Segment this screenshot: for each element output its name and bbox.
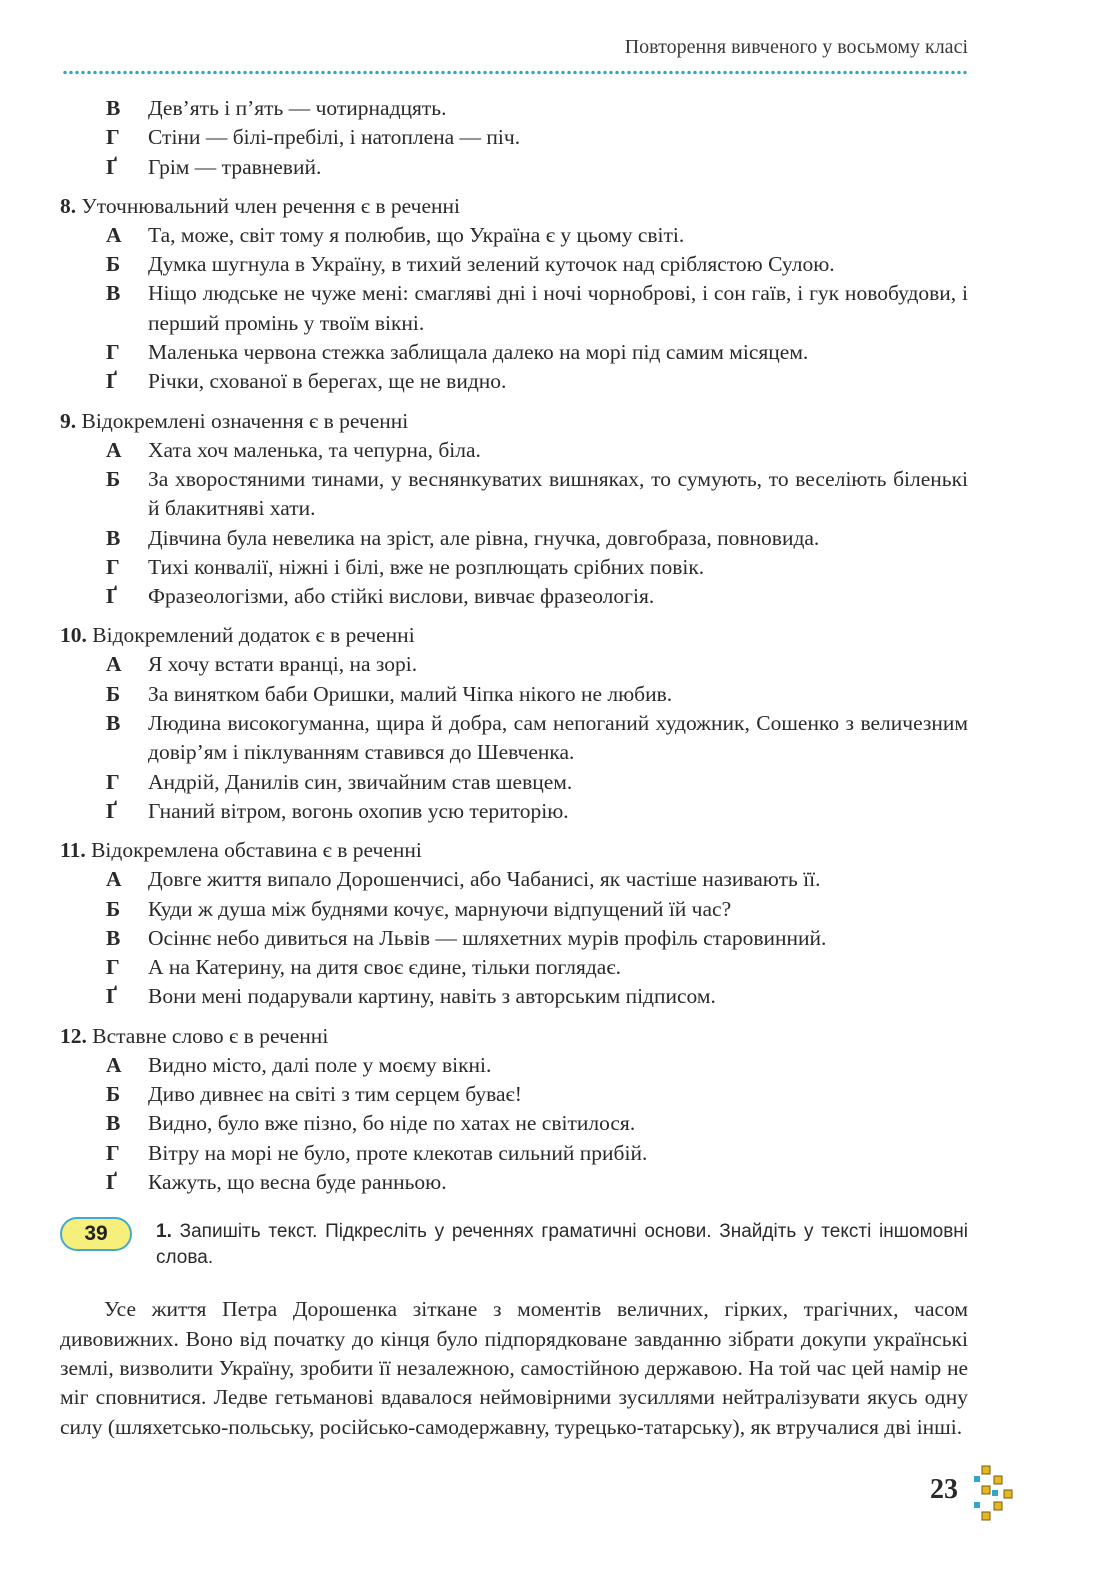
- option-letter: Ґ: [106, 584, 118, 609]
- answer-option: [60, 279, 968, 338]
- exercise-passage: Усе життя Петра Дорошенка зіткане з моментів величних, гірких, трагічних, часом дивовижних. Воно від початку до кінця було підпорядковане завданню зібрати докупи українські землі, визволити Україну, зробити її незалежною, самостійною державою. На той час цей намір не міг сповнитися. Ледве гетьманові вдавалося неймовірними зусиллями нейтралізувати якусь одну силу (шляхетсько-польську, російсько-самодержавну, турецько-татарську), як втручалися дві інші.: [60, 1297, 968, 1439]
- option-letter: Г: [106, 340, 120, 365]
- task-number: 1.: [156, 1221, 172, 1243]
- answer-option: [60, 153, 968, 182]
- answer-option: [60, 465, 968, 524]
- option-letter: Г: [106, 554, 120, 579]
- question-10: [60, 621, 968, 826]
- dotted-divider: [62, 70, 968, 75]
- question-number: 8.: [60, 193, 77, 218]
- option-letter: В: [106, 711, 121, 736]
- answer-option: [60, 123, 968, 152]
- option-text: А на Катерину, на дитя своє єдине, тільки поглядає.: [148, 955, 621, 980]
- option-letter: Б: [106, 466, 121, 491]
- answer-option: [60, 953, 968, 982]
- question-text: Відокремлений додаток є в реченні: [92, 623, 415, 648]
- answer-option: [60, 797, 968, 826]
- answer-option: [60, 1139, 968, 1168]
- option-text: Я хочу встати вранці, на зорі.: [148, 652, 418, 677]
- question-heading: [60, 192, 968, 221]
- answer-option: [60, 650, 968, 679]
- exercise-39: [60, 1215, 968, 1271]
- option-text: Диво дивнеє на світі з тим серцем буває!: [148, 1082, 522, 1107]
- answer-option: [60, 982, 968, 1011]
- answer-option: [60, 338, 968, 367]
- task-text: Запишіть текст. Підкресліть у реченнях граматичні основи. Знайдіть у тексті іншомовні слова.: [156, 1221, 969, 1269]
- option-letter: Г: [106, 125, 120, 150]
- answer-option: [60, 94, 968, 123]
- option-letter: В: [106, 925, 121, 950]
- option-text: Тихі конвалії, ніжні і білі, вже не розплющать срібних повік.: [148, 554, 705, 579]
- option-text: Куди ж душа між буднями кочує, марнуючи відпущений їй час?: [148, 896, 732, 921]
- answer-option: [60, 436, 968, 465]
- answer-option: [60, 1168, 968, 1197]
- option-text: Кажуть, що весна буде ранньою.: [148, 1169, 447, 1194]
- option-text: За хворостяними тинами, у веснянкуватих вишняках, то сумують, то веселіють біленькі й блакитняві хати.: [148, 466, 968, 521]
- running-header: Повторення вивченого у восьмому класі: [624, 36, 968, 58]
- answer-option: [60, 709, 968, 768]
- answer-option: [60, 221, 968, 250]
- answer-option: [60, 250, 968, 279]
- continued-options: [60, 94, 968, 182]
- option-text: Ніщо людське не чуже мені: смагляві дні і ночі чорноброві, і сон гаїв, і гук новобудови, і перший промінь у твоїм вікні.: [148, 281, 968, 335]
- option-text: Осіннє небо дивиться на Львів — шляхетних мурів профіль старовинний.: [148, 925, 827, 950]
- answer-option: [60, 895, 968, 924]
- question-11: [60, 836, 968, 1011]
- page-number: 23: [930, 1474, 958, 1505]
- answer-option: [60, 1109, 968, 1138]
- option-letter: Б: [106, 1082, 121, 1107]
- question-heading: [60, 1022, 968, 1051]
- option-text: Фразеологізми, або стійкі вислови, вивчає фразеологія.: [148, 584, 655, 609]
- option-letter: Ґ: [106, 369, 118, 394]
- question-number: 12.: [60, 1023, 87, 1048]
- option-letter: Б: [106, 896, 121, 921]
- option-text: Видно, було вже пізно, бо ніде по хатах не світилося.: [148, 1111, 636, 1136]
- question-heading: [60, 621, 968, 650]
- answer-option: [60, 1051, 968, 1080]
- option-text: Видно місто, далі поле у моєму вікні.: [148, 1052, 492, 1077]
- answer-option: [60, 1080, 968, 1109]
- option-letter: В: [106, 96, 121, 120]
- question-number: 11.: [60, 838, 86, 863]
- question-heading: [60, 836, 968, 865]
- question-text: Вставне слово є в реченні: [92, 1023, 329, 1048]
- question-text: Відокремлені означення є в реченні: [81, 408, 409, 433]
- question-text: Уточнювальний член речення є в реченні: [81, 193, 461, 218]
- option-text: Вітру на морі не було, проте клекотав сильний прибій.: [148, 1140, 648, 1165]
- option-letter: Б: [106, 681, 121, 706]
- answer-option: [60, 553, 968, 582]
- answer-option: [60, 924, 968, 953]
- answer-option: [60, 865, 968, 894]
- exercise-number-badge: 39: [60, 1217, 132, 1251]
- option-text: Хата хоч маленька, та чепурна, біла.: [148, 437, 481, 462]
- question-8: [60, 192, 968, 397]
- option-text: Гнаний вітром, вогонь охопив усю територію.: [148, 798, 569, 823]
- option-letter: Ґ: [106, 1169, 118, 1194]
- option-letter: Ґ: [106, 984, 118, 1009]
- option-text: Дівчина була невелика на зріст, але рівна, гнучка, довгобраза, повновида.: [148, 525, 820, 550]
- option-letter: Г: [106, 769, 120, 794]
- option-text: Думка шугнула в Україну, в тихий зелений куточок над сріблястою Сулою.: [148, 252, 835, 277]
- page-content: [60, 94, 968, 1442]
- question-number: 10.: [60, 623, 87, 648]
- option-letter: Г: [106, 955, 120, 980]
- option-letter: А: [106, 867, 122, 892]
- answer-option: [60, 524, 968, 553]
- option-letter: А: [106, 652, 122, 677]
- option-text: Стіни — білі-пребілі, і натоплена — піч.: [148, 125, 521, 150]
- answer-option: [60, 582, 968, 611]
- answer-option: [60, 680, 968, 709]
- answer-option: [60, 768, 968, 797]
- option-letter: Ґ: [106, 154, 118, 179]
- option-letter: А: [106, 222, 122, 247]
- question-9: [60, 407, 968, 612]
- option-text: За винятком баби Оришки, малий Чіпка нікого не любив.: [148, 681, 673, 706]
- question-text: Відокремлена обставина є в реченні: [91, 838, 422, 863]
- exercise-badge-wrap: [60, 1215, 156, 1271]
- answer-option: [60, 367, 968, 396]
- option-text: Дев’ять і п’ять — чотирнадцять.: [148, 96, 447, 120]
- embroidery-arrow-icon: [974, 1462, 1018, 1531]
- question-number: 9.: [60, 408, 77, 433]
- option-letter: Г: [106, 1140, 120, 1165]
- option-letter: Ґ: [106, 798, 118, 823]
- question-heading: [60, 407, 968, 436]
- exercise-task: [156, 1215, 968, 1271]
- question-12: [60, 1022, 968, 1197]
- option-letter: В: [106, 525, 121, 550]
- option-text: Довге життя випало Дорошенчисі, або Чабанисі, як частіше називають її.: [148, 867, 821, 892]
- option-text: Андрій, Данилів син, звичайним став шевцем.: [148, 769, 573, 794]
- option-text: Річки, схованої в берегах, ще не видно.: [148, 369, 507, 394]
- option-letter: А: [106, 1052, 122, 1077]
- option-letter: В: [106, 281, 121, 306]
- option-letter: Б: [106, 252, 121, 277]
- option-text: Вони мені подарували картину, навіть з авторським підписом.: [148, 984, 716, 1009]
- option-text: Людина високогуманна, щира й добра, сам непоганий художник, Сошенко з величезним довір’ям і піклуванням ставився до Шевченка.: [148, 711, 968, 765]
- option-letter: В: [106, 1111, 121, 1136]
- option-text: Маленька червона стежка заблищала далеко на морі під самим місяцем.: [148, 340, 809, 365]
- option-letter: А: [106, 437, 122, 462]
- option-text: Грім — травневий.: [148, 154, 322, 179]
- option-text: Та, може, світ тому я полюбив, що Україна є у цьому світі.: [148, 222, 685, 247]
